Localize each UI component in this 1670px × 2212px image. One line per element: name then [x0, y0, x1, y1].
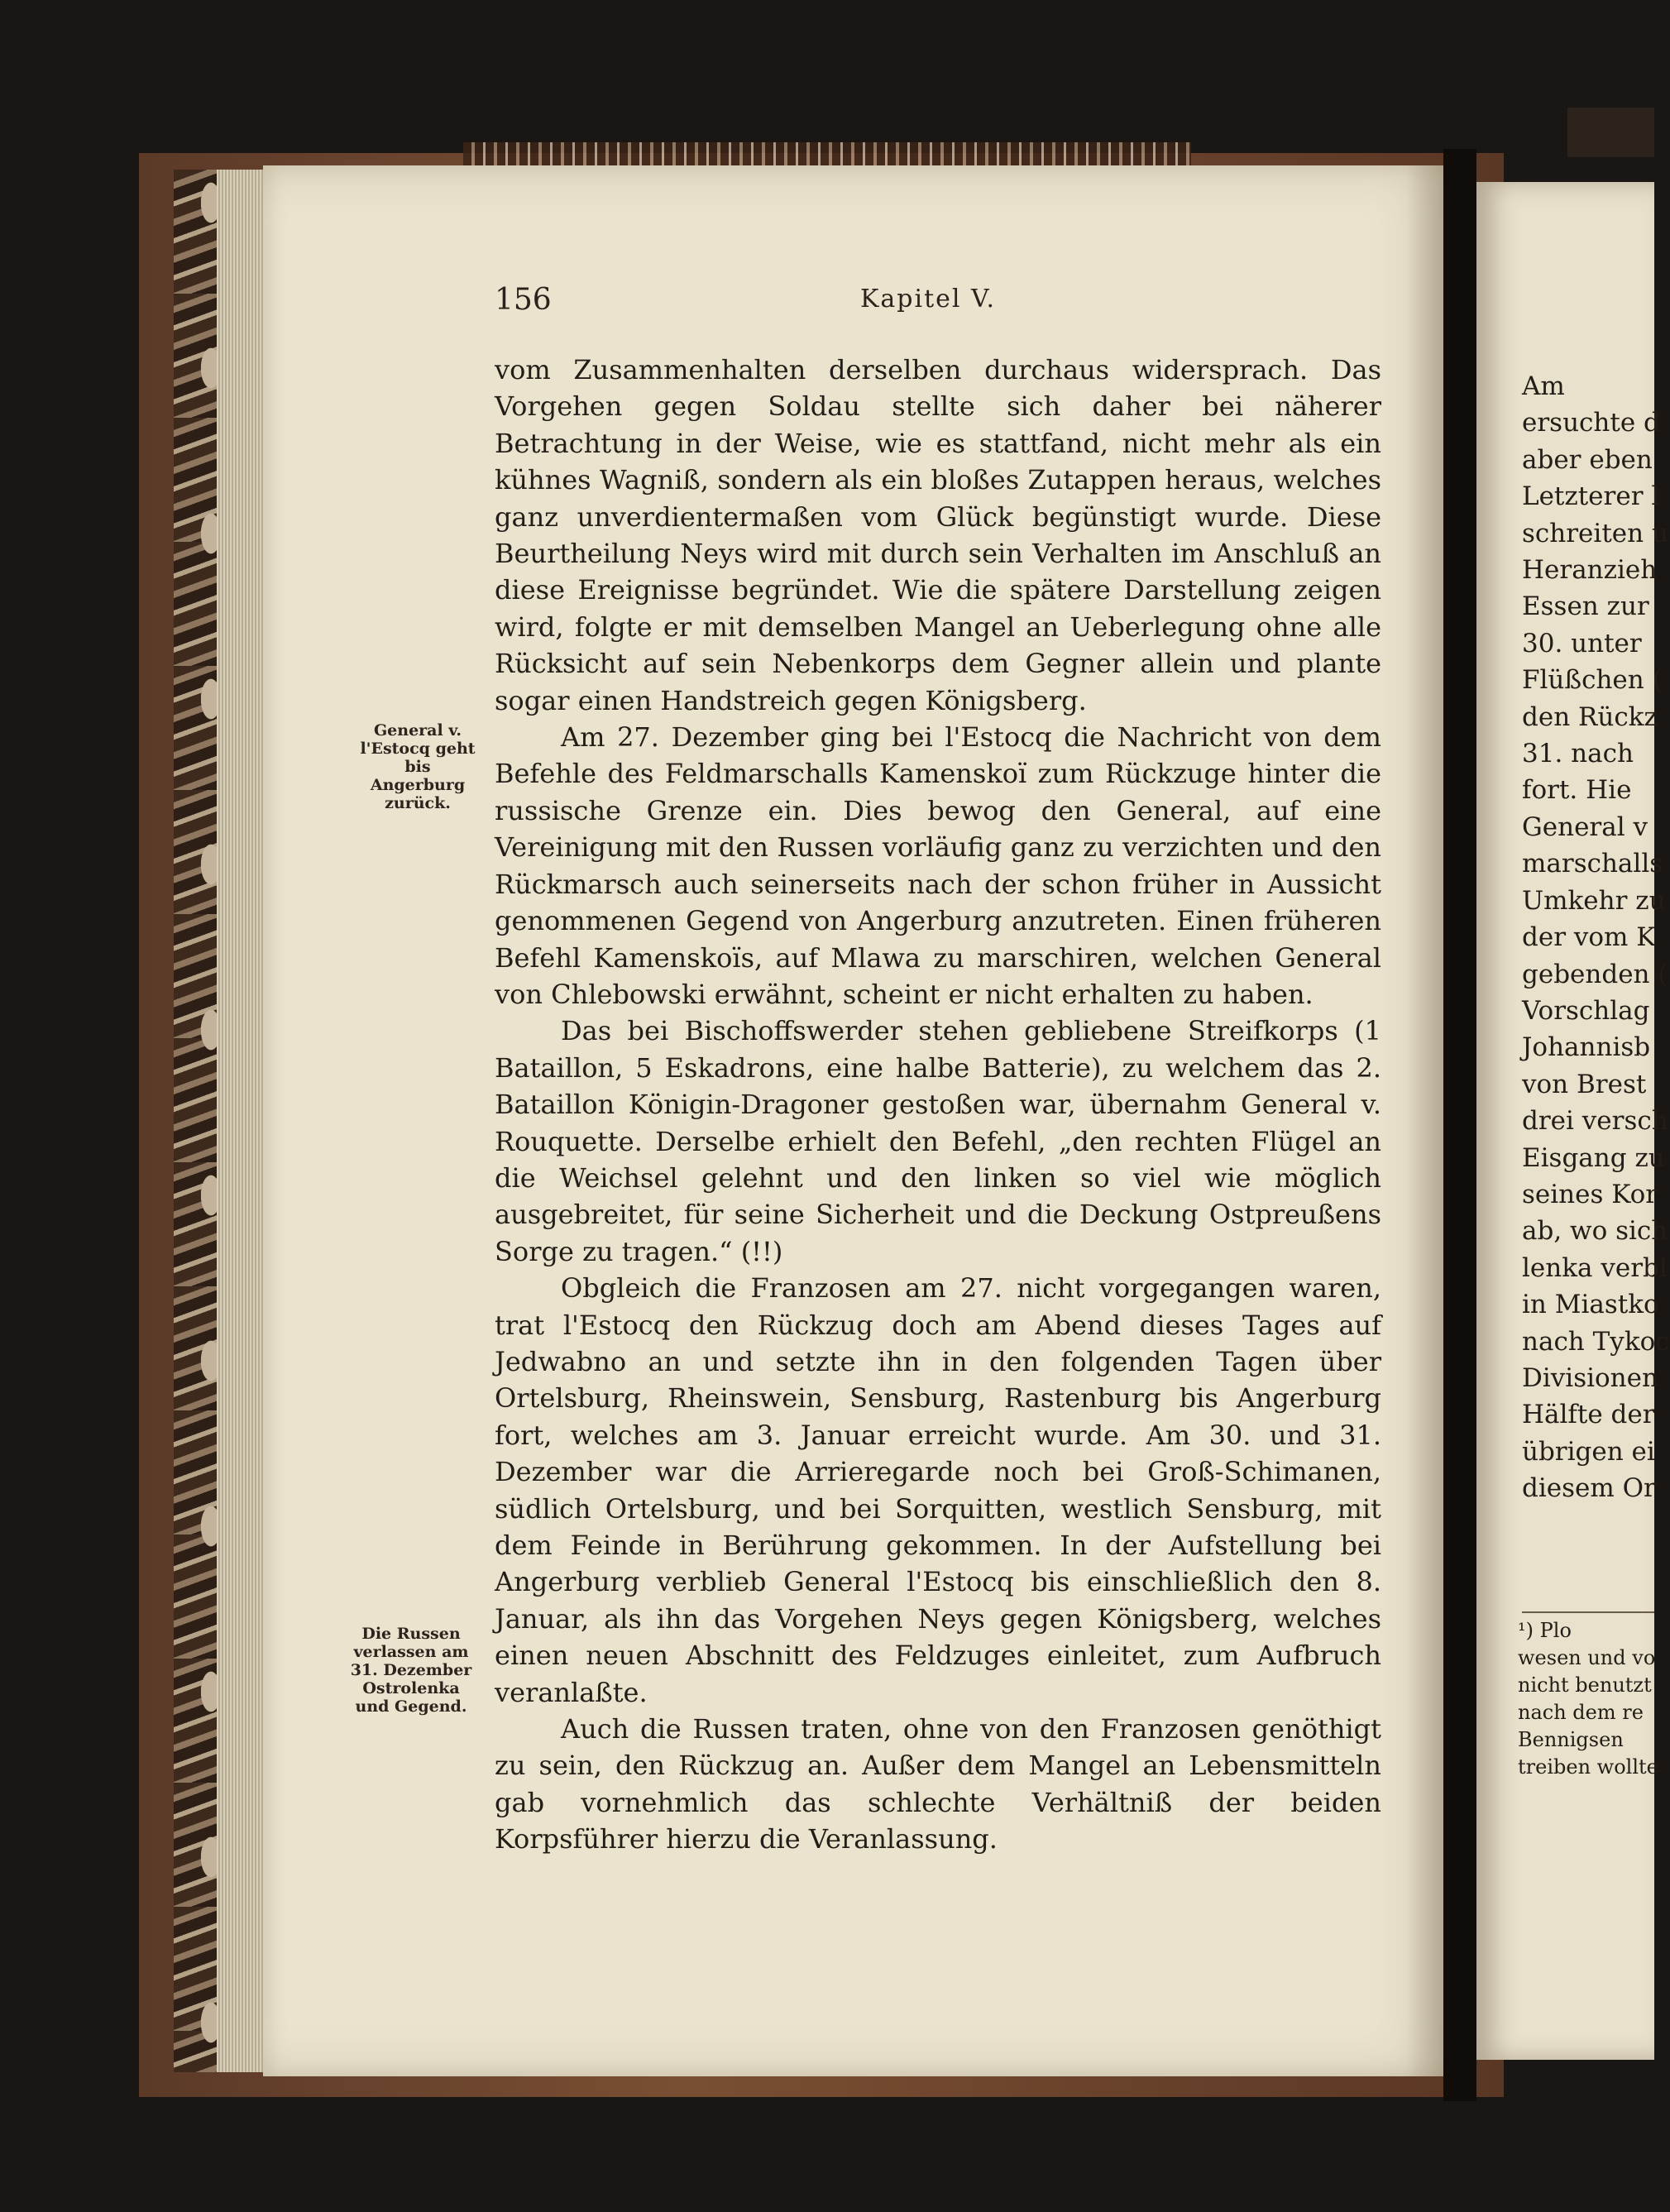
next-page-line: der vom K	[1522, 922, 1656, 953]
next-page-line: von Brest	[1522, 1069, 1647, 1099]
next-page-line: nach dem re	[1518, 1701, 1644, 1724]
next-page-line: übrigen ei	[1522, 1436, 1655, 1467]
marginal-note: General v. l'Estocq geht bis Angerburg zurück.	[360, 721, 476, 812]
next-page-line: Hälfte der	[1522, 1400, 1655, 1430]
next-page-line: ¹) Plo	[1518, 1619, 1572, 1642]
next-page-line: General v	[1522, 812, 1648, 842]
paragraph: Obgleich die Franzosen am 27. nicht vorgegangen waren, trat l'Estocq den Rückzug doch am Abend dieses Tages auf Jedwabno an und setzte ihn in den folgenden Tagen über Ortelsburg, Rheinswein, Sensburg, Rastenburg bis Angerburg fort, welches am 3. Januar erreicht wurde. Am 30. und 31. Dezember war die Arrieregarde noch bei Groß-Schimanen, südlich Ortelsburg, und bei Sorquitten, westlich Sensburg, mit dem Feinde in Berührung gekommen. In der Aufstellung bei Angerburg verblieb General l'Estocq bis einschließlich den 8. Januar, als ihn das Vorgehen Neys gegen Königsberg, welches einen neuen Abschnitt des Feldzuges einleitet, zum Aufbruch veranlaßte.	[495, 1272, 1381, 1708]
next-page-line: Umkehr zu	[1522, 885, 1666, 916]
next-page-footnotes	[1518, 1617, 1658, 1781]
next-page-line: in Miastko	[1522, 1290, 1659, 1320]
next-page-line: nicht benutzt	[1518, 1673, 1652, 1697]
next-page-line: Flüßchen (	[1522, 665, 1663, 696]
next-page-line: gebenden (	[1522, 959, 1668, 989]
next-page-line: wesen und vo	[1518, 1646, 1656, 1669]
next-page-line: diesem Or	[1522, 1473, 1656, 1504]
next-page-line: marschalls	[1522, 849, 1663, 879]
next-page-line: Eisgang zu	[1522, 1142, 1665, 1173]
next-page-line: fort. Hie	[1522, 775, 1632, 806]
next-page-text	[1522, 368, 1670, 1507]
running-head: Kapitel V.	[860, 285, 996, 314]
next-page-line: lenka verbl	[1522, 1252, 1668, 1283]
book-spine	[1443, 149, 1476, 2101]
footnote-rule	[1522, 1611, 1654, 1613]
next-page-line: Johannisb	[1522, 1032, 1651, 1063]
next-page-line: Essen zur	[1522, 591, 1649, 622]
next-page-line: treiben wollte	[1518, 1755, 1658, 1779]
page-number: 156	[495, 283, 552, 317]
next-page-line: Am	[1522, 371, 1565, 401]
next-page-line: 30. unter	[1522, 628, 1642, 658]
next-page-line: Divisionen	[1522, 1362, 1658, 1393]
next-page-head-band	[1567, 108, 1654, 157]
next-page-line: ab, wo sich	[1522, 1216, 1668, 1247]
next-page-line: aber eben	[1522, 444, 1653, 475]
body-text	[495, 352, 1381, 1858]
next-page-line: den Rückz	[1522, 701, 1658, 732]
next-page-line: drei versch	[1522, 1106, 1668, 1137]
next-page-line: Bennigsen	[1518, 1728, 1624, 1751]
paragraph: Auch die Russen traten, ohne von den Franzosen genöthigt zu sein, den Rückzug an. Außer dem Mangel an Lebensmitteln gab vornehmlich das schlechte Verhältniß der beiden Korpsführer hierzu die Veranlassung.	[495, 1713, 1381, 1855]
marginal-note: Die Russen verlassen am 31. Dezember Ostrolenka und Gegend.	[350, 1625, 472, 1716]
next-page-line: ersuchte d	[1522, 408, 1660, 438]
next-page-line: 31. nach	[1522, 739, 1634, 769]
next-page-line: schreiten u	[1522, 518, 1668, 548]
next-page-line: Letzterer l	[1522, 481, 1660, 512]
paragraph: vom Zusammenhalten derselben durchaus widersprach. Das Vorgehen gegen Soldau stellte sich daher bei näherer Betrachtung in der Weise, wie es stattfand, nicht mehr als ein kühnes Wagniß, sondern als ein bloßes Zutappen heraus, welches ganz unverdientermaßen vom Glück begünstigt wurde. Diese Beurtheilung Neys wird mit durch sein Verhalten im Anschluß an diese Ereignisse begründet. Wie die spätere Darstellung zeigen wird, folgte er mit demselben Mangel an Ueberlegung ohne alle Rücksicht auf sein Nebenkorps dem Gegner allein und plante sogar einen Handstreich gegen Königsberg.	[495, 354, 1381, 716]
next-page-line: Heranzieh	[1522, 555, 1658, 586]
next-page-line: seines Kor	[1522, 1179, 1658, 1209]
next-page-line: nach Tykoc	[1522, 1326, 1670, 1357]
page-stack-edge	[217, 170, 266, 2072]
paragraph: Das bei Bischoffswerder stehen gebliebene Streifkorps (1 Bataillon, 5 Eskadrons, eine halbe Batterie), zu welchem das 2. Bataillon Königin-Dragoner gestoßen war, übernahm General v. Rouquette. Derselbe erhielt den Befehl, „den rechten Flügel an die Weichsel gelehnt und den linken so viel wie möglich ausgebreitet, für seine Sicherheit und die Deckung Ostpreußens Sorge zu tragen.“ (!!)	[495, 1015, 1381, 1267]
next-page-line: Vorschlag	[1522, 995, 1650, 1026]
paragraph: Am 27. Dezember ging bei l'Estocq die Nachricht von dem Befehle des Feldmarschalls Kamenskoï zum Rückzuge hinter die russische Grenze ein. Dies bewog den General, auf eine Vereinigung mit den Russen vorläufig ganz zu verzichten und den Rückmarsch auch seinerseits nach der schon früher in Aussicht genommenen Gegend von Angerburg anzutreten. Einen früheren Befehl Kamenskoïs, auf Mlawa zu marschiren, welchen General von Chlebowski erwähnt, scheint er nicht erhalten zu haben.	[495, 721, 1381, 1010]
